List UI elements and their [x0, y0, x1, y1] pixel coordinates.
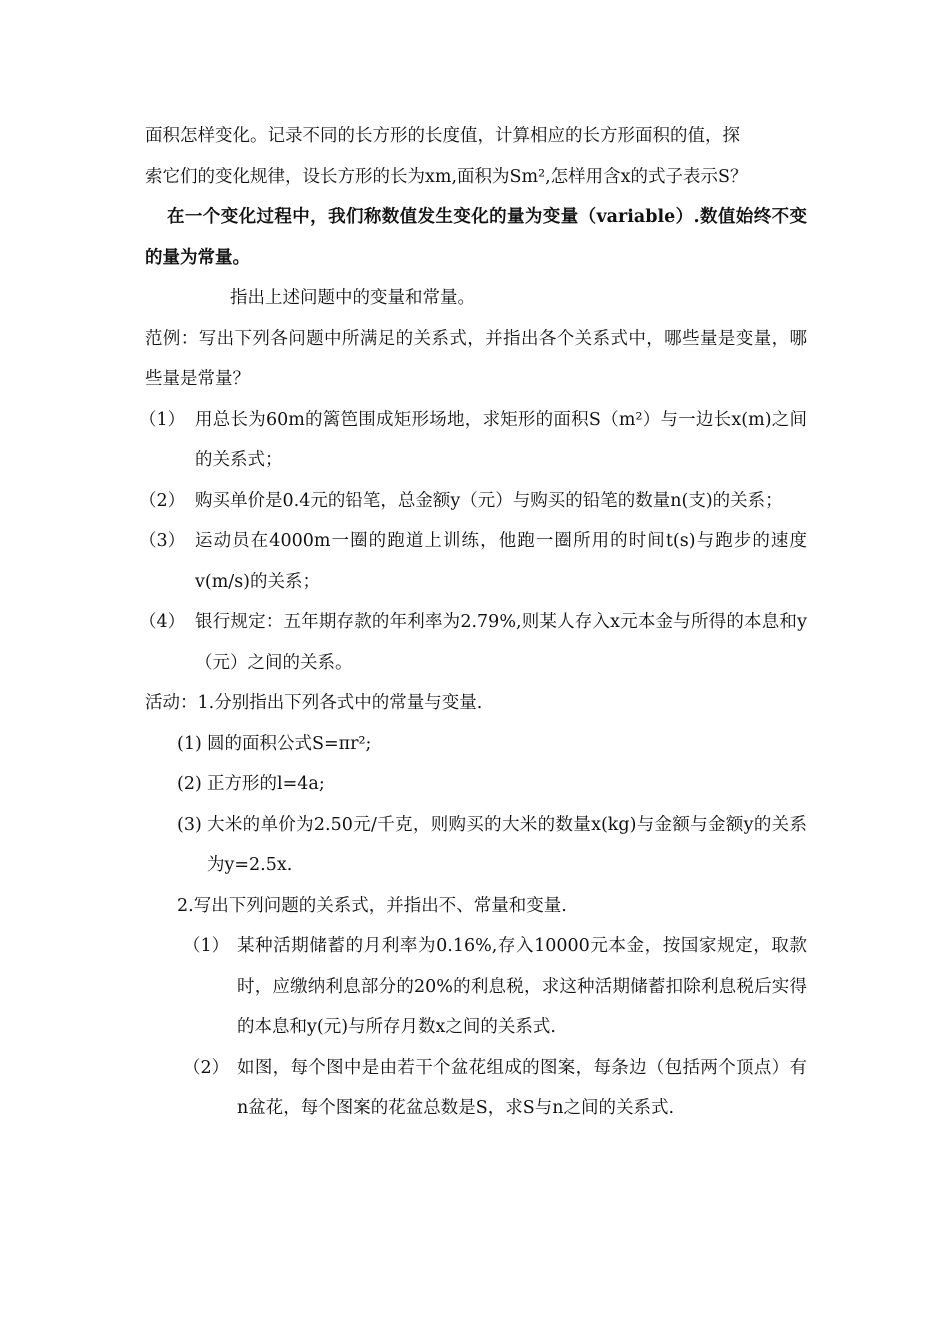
activity-item-number: (2)	[177, 774, 202, 794]
example-item-number: （4）	[139, 612, 186, 632]
activity-part2-item	[145, 926, 807, 1048]
activity-part2-item-number: （1）	[183, 936, 230, 956]
example-item	[139, 481, 807, 522]
example-item	[139, 602, 807, 683]
activity-item	[145, 805, 807, 886]
activity-heading: 活动：1.分别指出下列各式中的常量与变量.	[145, 693, 483, 713]
activity-part2-item-text: 某种活期储蓄的月利率为0.16%,存入10000元本金，按国家规定，取款时，应缴纳利息部分的20%的利息税，求这种活期储蓄扣除利息税后实得的本息和y(元)与所存月数x之间的关系式.	[237, 936, 807, 1037]
activity-item-text: 圆的面积公式S=πr²;	[207, 733, 372, 754]
activity-item-number: (1)	[177, 733, 202, 754]
activity-part2-heading: 2.写出下列问题的关系式，并指出不、常量和变量.	[177, 895, 567, 916]
example-item	[139, 521, 807, 602]
example-item-text: 运动员在4000m一圈的跑道上训练，他跑一圈所用的时间t(s)与跑步的速度v(m/s)的关系；	[195, 531, 807, 592]
activity-part2-item-text: 如图，每个图中是由若干个盆花组成的图案，每条边（包括两个顶点）有n盆花，每个图案的花盆总数是S，求S与n之间的关系式.	[237, 1057, 807, 1118]
intro-line-2: 索它们的变化规律，设长方形的长为xm,面积为Sm²,怎样用含x的式子表示S？	[145, 166, 748, 187]
example-item-number: （2）	[139, 490, 186, 511]
example-item-text: 购买单价是0.4元的铅笔，总金额y（元）与购买的铅笔的数量n(支)的关系；	[195, 490, 783, 511]
activity-item	[145, 764, 807, 805]
activity-item-text: 大米的单价为2.50元/千克，则购买的大米的数量x(kg)与金额与金额y的关系为y=2.5x.	[207, 814, 807, 875]
intro-line-1: 面积怎样变化。记录不同的长方形的长度值，计算相应的长方形面积的值，探	[145, 126, 740, 146]
activity-item	[145, 724, 807, 765]
definition-paragraph: 在一个变化过程中，我们称数值发生变化的量为变量（variable）.数值始终不变的量为常量。	[145, 207, 807, 268]
activity-part2-item-number: （2）	[183, 1057, 230, 1078]
example-item-text: 用总长为60m的篱笆围成矩形场地，求矩形的面积S（m²）与一边长x(m)之间的关系式；	[195, 409, 807, 470]
example-item-number: （3）	[139, 531, 186, 551]
activity-item-number: (3)	[177, 814, 202, 835]
example-item-text: 银行规定：五年期存款的年利率为2.79%,则某人存入x元本金与所得的本息和y（元）之间的关系。	[195, 612, 807, 673]
activity-item-text: 正方形的l=4a;	[207, 774, 325, 794]
example-item-number: （1）	[139, 409, 186, 430]
activity-part2-item	[145, 1048, 807, 1129]
example-item	[139, 400, 807, 481]
example-heading: 范例：写出下列各问题中所满足的关系式，并指出各个关系式中，哪些量是变量，哪些量是常量？	[145, 328, 807, 389]
prompt-line: 指出上述问题中的变量和常量。	[230, 288, 475, 308]
document-body	[139, 116, 807, 1129]
